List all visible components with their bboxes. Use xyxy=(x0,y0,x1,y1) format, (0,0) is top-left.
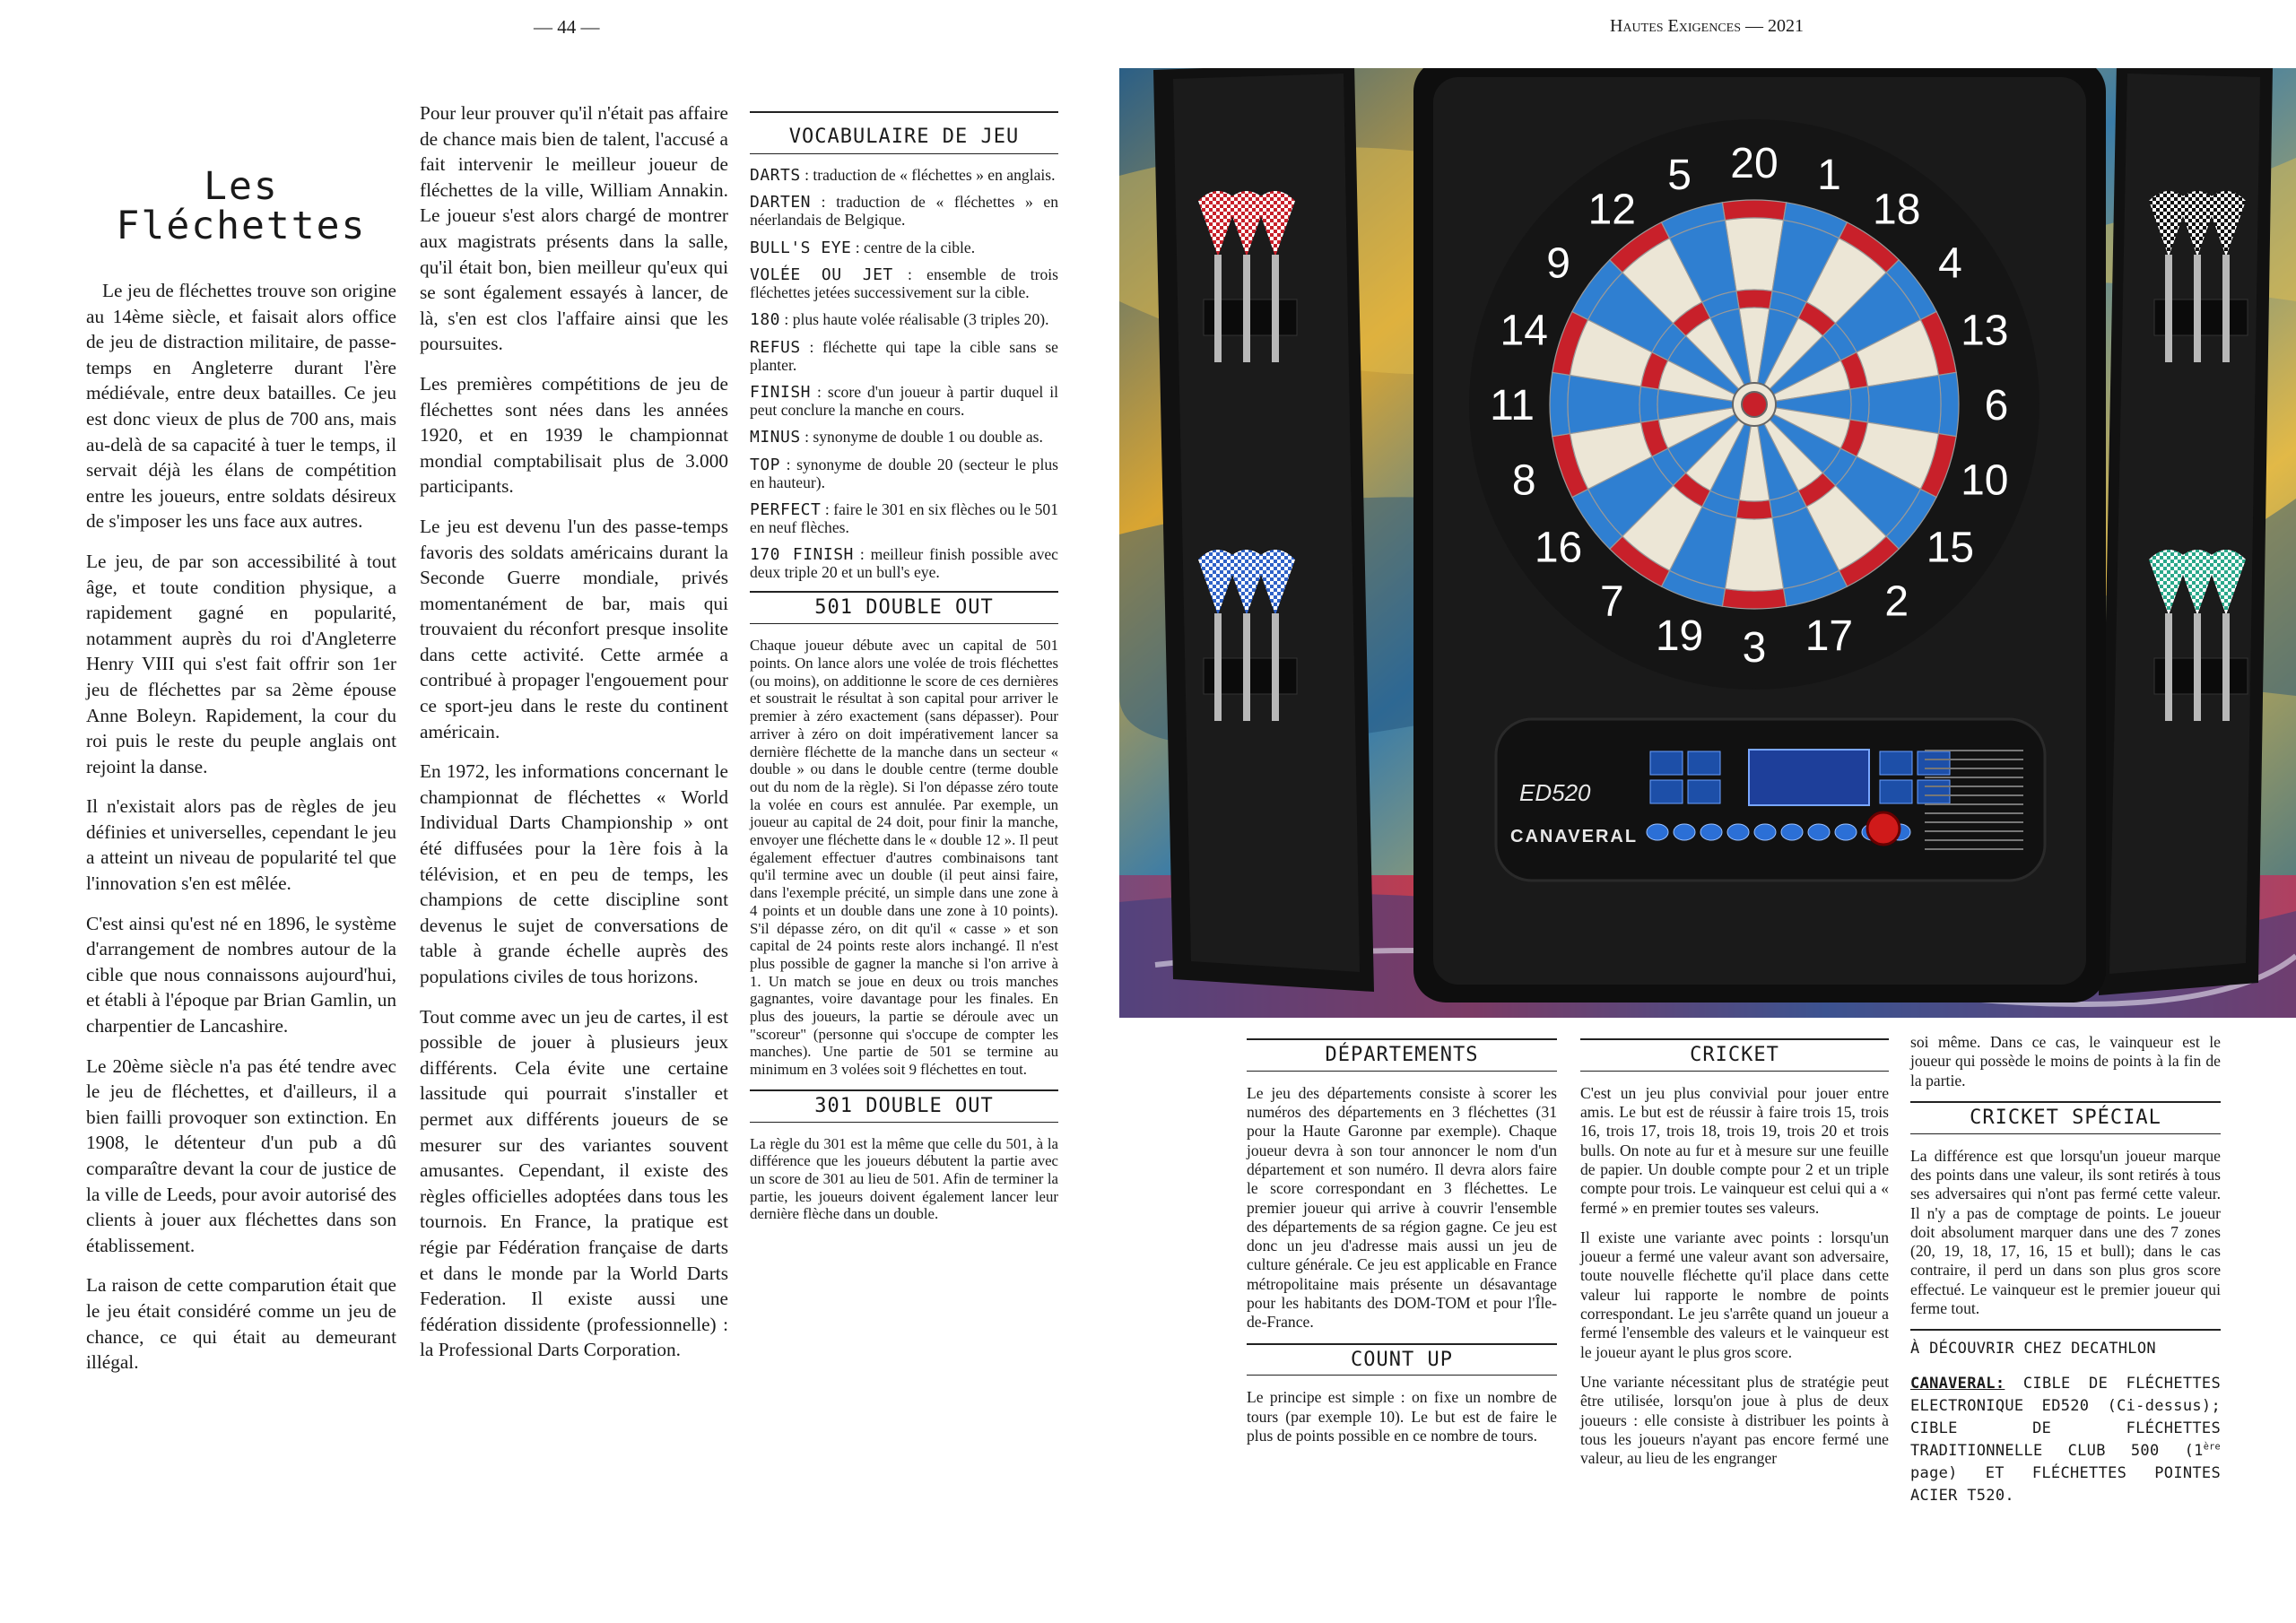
vocab-term: 180 xyxy=(750,310,781,330)
panel-button xyxy=(1754,824,1776,840)
score-display xyxy=(1918,780,1950,803)
decathlon-box xyxy=(1910,1329,2221,1507)
vocab-term: FINISH xyxy=(750,383,812,403)
panel-button xyxy=(1835,824,1857,840)
board-number: 19 xyxy=(1655,612,1704,660)
board-number: 10 xyxy=(1961,456,2009,505)
vocab-item xyxy=(750,266,1058,301)
col2-paragraph: Le jeu est devenu l'un des passe-temps favoris des soldats américains durant la Seconde Guerre mondiale, privés momentanément de bar, mais qui trouvaient du réconfort presque insolite dans cette activité. Cette armée a contribué à propager l'engouement pour ce sport-jeu dans le reste du continent américain. xyxy=(420,515,728,742)
power-button-image xyxy=(1867,812,1900,845)
departements-text: Le jeu des départements consiste à scorer les numéros des départements en 3 fléchettes (31 pour la Haute Garonne par exemple). Chaque joueur devra à son tour annoncer le nom d'un département et son numéro. Il devra alors faire le score correspondant en 3 fléchettes. Le premier joueur qui arrive à couvrir l'ensemble des départements de sa région gagne. Ce jeu est donc un jeu d'adresse mais aussi un jeu de culture générale. Ce jeu est applicable en France métropolitaine mais présente un désavantage pour les habitants des DOM-TOM et pour l'Île-de-France. xyxy=(1247,1083,1557,1332)
dart-barrel xyxy=(2222,613,2230,721)
board-number: 2 xyxy=(1884,577,1909,626)
cricket-special-heading: CRICKET SPÉCIAL xyxy=(1910,1101,2221,1134)
panel-button xyxy=(1727,824,1749,840)
board-number: 5 xyxy=(1667,152,1692,200)
score-display xyxy=(1880,751,1912,775)
brand-label: CANAVERAL xyxy=(1510,827,1639,846)
cricket-text-3: Une variante nécessitant plus de stratégie peut être utilisée, lorsqu'on joue à plus de deux joueurs : elle consiste à distribuer les points à tous les joueurs n'ayant pas encore fermé une valeur, au lieu de les engranger xyxy=(1580,1372,1889,1468)
vocab-item xyxy=(750,194,1058,229)
board-number: 4 xyxy=(1938,239,1962,288)
vocab-term: MINUS xyxy=(750,428,801,447)
dart-barrel xyxy=(1214,613,1222,721)
vocab-item xyxy=(750,167,1058,185)
dart-barrel xyxy=(1272,255,1279,362)
board-segment xyxy=(1550,372,1570,436)
score-display xyxy=(1650,780,1683,803)
game-list-line xyxy=(1925,848,2023,850)
game-list-line xyxy=(1925,777,2023,778)
dart-barrel xyxy=(1214,255,1222,362)
board-number: 7 xyxy=(1599,577,1624,626)
decathlon-sup: ère xyxy=(2203,1442,2221,1453)
game-list-line xyxy=(1925,839,2023,841)
col2-paragraph: En 1972, les informations concernant le championnat de fléchettes « World Individual Darts Championship » ont été diffusées pour la 1ère fois à la télévision, et en peu de temps, les champions de cette discipline sont devenus le sujet de conversations de table à grande échelle auprès des populations civiles de tous horizons. xyxy=(420,760,728,987)
dart-barrel xyxy=(2194,613,2201,721)
game-list-line xyxy=(1925,785,2023,787)
vocab-definition: : plus haute volée réalisable (3 triples 20). xyxy=(780,310,1049,329)
board-number: 6 xyxy=(1984,382,2009,430)
board-number: 1 xyxy=(1817,152,1841,200)
board-number: 11 xyxy=(1490,382,1535,430)
dart-barrel xyxy=(2165,613,2172,721)
score-display xyxy=(1918,751,1950,775)
game-list-line xyxy=(1925,759,2023,760)
game-list-line xyxy=(1925,830,2023,832)
game-list-line xyxy=(1925,821,2023,823)
dart-barrel xyxy=(1243,613,1250,721)
col1-paragraph: C'est ainsi qu'est né en 1896, le système d'arrangement de nombres autour de la cible que nous connaissons aujourd'hui, et établi à l'époque par Brian Gamlin, un charpentier de Lancashire. xyxy=(86,912,396,1037)
col2-paragraph: Pour leur prouver qu'il n'était pas affaire de chance mais bien de talent, l'accusé a fait intervenir le meilleur joueur de fléchettes de la ville, William Annakin. Le joueur s'est alors chargé de montrer aux magistrats présents dans la salle, qu'il était bon, bien meilleur qu'eux qui se sont également essayés à lancer, de là, s'en est clos l'affaire ainsi que les poursuites. xyxy=(420,102,728,355)
col1-paragraph: Le 20ème siècle n'a pas été tendre avec le jeu de fléchettes, et d'ailleurs, il a bien failli provoquer son extinction. En 1908, le détenteur d'un pub a dû comparaître devant la cour de justice de la ville de Leeds, pour avoir autorisé des clients à jouer aux fléchettes dans son établissement. xyxy=(86,1055,396,1256)
board-number: 13 xyxy=(1961,307,2009,355)
score-display xyxy=(1650,751,1683,775)
vocab-definition: : faire le 301 en six flèches ou le 501 en neuf flèches. xyxy=(750,500,1058,536)
col2-paragraph: Tout comme avec un jeu de cartes, il est possible de jouer à plusieurs jeux différents. Cela évite une certaine lassitude qui pourrait s'installer et permet aux différents joueurs de se mesurer sur des variantes souvent amusantes. Cependant, il existe des règles officielles adoptées dans tous les tournois. En France, la pratique est régie par Fédération française de darts et dans le monde par la World Darts Federation. Il existe aussi une fédération dissidente (professionnelle) : la Professional Darts Corporation. xyxy=(420,1005,728,1361)
dartboard-image xyxy=(1119,68,2296,1018)
sidebar-column-4 xyxy=(1247,1038,1557,1456)
vocab-item xyxy=(750,384,1058,419)
board-segment xyxy=(1736,500,1772,519)
lcd-display xyxy=(1749,750,1869,805)
article-column-1 xyxy=(86,133,396,1390)
board-number: 15 xyxy=(1926,524,1975,572)
vocab-term: VOLÉE OU JET xyxy=(750,265,893,285)
departements-heading: DÉPARTEMENTS xyxy=(1247,1038,1557,1072)
cricket-text-4: soi même. Dans ce cas, le vainqueur est le joueur qui possède le moins de points à la fin de la partie. xyxy=(1910,1033,2221,1089)
dartboard-photo xyxy=(1119,68,2296,1018)
col1-paragraph: Le jeu, de par son accessibilité à tout âge, et toute condition physique, a rapidement gagné en popularité, notamment auprès du roi d'Angleterre Henry VIII qui s'est fait offrir son 1er jeu de fléchettes par sa 2ème épouse Anne Boleyn. Rapidement, la cour du roi puis le reste du peuple anglais ont rejoint la danse. xyxy=(86,550,396,777)
board-segment xyxy=(1850,386,1869,422)
vocab-definition: : ensemble de trois fléchettes jetées successivement sur la cible. xyxy=(750,265,1058,301)
vocab-definition: : synonyme de double 20 (secteur le plus en hauteur). xyxy=(750,455,1058,491)
s301-text: La règle du 301 est la même que celle du 501, à la différence que les joueurs débutent la partie avec un score de 301 au lieu de 501. Afin de terminer la partie, les joueurs doivent également lancer leur dernière flèche dans un double. xyxy=(750,1134,1058,1223)
dart-barrel xyxy=(2222,255,2230,362)
vocab-term: TOP xyxy=(750,455,781,474)
panel-button xyxy=(1781,824,1803,840)
board-number: 18 xyxy=(1873,186,1921,234)
score-display xyxy=(1880,780,1912,803)
game-list-line xyxy=(1925,803,2023,805)
vocab-term: DARTEN xyxy=(750,193,812,213)
vocab-definition: : fléchette qui tape la cible sans se planter. xyxy=(750,337,1058,374)
board-segment xyxy=(1639,386,1658,422)
panel-button xyxy=(1808,824,1830,840)
countup-text: Le principe est simple : on fixe un nombre de tours (par exemple 10). Le but est de faire le plus de points possible en ce nombre de tours. xyxy=(1247,1388,1557,1445)
game-list-line xyxy=(1925,768,2023,769)
board-segment xyxy=(1736,290,1772,308)
board-number: 3 xyxy=(1742,624,1767,672)
vocab-item xyxy=(750,311,1058,329)
vocab-definition: : traduction de « fléchettes » en néerlandais de Belgique. xyxy=(750,193,1058,229)
vocab-definition: : centre de la cible. xyxy=(851,238,976,256)
dart-barrel xyxy=(1243,255,1250,362)
board-number: 17 xyxy=(1805,612,1854,660)
cricket-text-2: Il existe une variante avec points : lorsqu'un joueur a fermé une valeur avant son adversaire, toute nouvelle fléchette qu'il place dans cette valeur lui rapporte le nombre de points correspondant. Le jeu s'arrête quand un joueur a fermé l'ensemble des valeurs et le vainqueur est le joueur ayant le plus gros score. xyxy=(1580,1228,1889,1361)
board-segment xyxy=(1722,588,1786,609)
vocab-item xyxy=(750,501,1058,536)
vocab-term: BULL'S EYE xyxy=(750,238,852,257)
vocab-item xyxy=(750,429,1058,447)
score-display xyxy=(1688,751,1720,775)
cricket-special-text: La différence est que lorsqu'un joueur marque des points dans une valeur, ils sont retirés à tous ses adversaires qui n'ont pas fermé cette valeur. Il n'y a pas de comptage de points. Le joueur doit absolument marquer dans une des 7 zones (20, 19, 18, 17, 16, 15 et bull); dans le cas contraire, il perd un dans son plus gros score effectué. Le vainqueur est le premier joueur qui ferme tout. xyxy=(1910,1146,2221,1318)
magazine-header: Hautes Exigences — 2021 xyxy=(1610,16,1804,36)
game-list-line xyxy=(1925,812,2023,814)
vocab-item xyxy=(750,546,1058,581)
board-segment xyxy=(1938,372,1959,436)
vocab-definition: : meilleur finish possible avec deux triple 20 et un bull's eye. xyxy=(750,545,1058,581)
game-list-line xyxy=(1925,794,2023,796)
sidebar-column-6 xyxy=(1910,1033,2221,1507)
s501-heading: 501 DOUBLE OUT xyxy=(750,591,1058,624)
vocab-definition: : synonyme de double 1 ou double as. xyxy=(800,428,1043,447)
score-display xyxy=(1688,780,1720,803)
board-number: 14 xyxy=(1500,307,1548,355)
decathlon-text xyxy=(1910,1373,2221,1507)
vocab-term: PERFECT xyxy=(750,500,822,520)
dart-barrel xyxy=(2194,255,2201,362)
decathlon-heading: À DÉCOUVRIR CHEZ DECATHLON xyxy=(1910,1340,2156,1358)
panel-button xyxy=(1700,824,1722,840)
panel-button xyxy=(1647,824,1668,840)
board-segment xyxy=(1722,200,1786,221)
vocab-term: 170 FINISH xyxy=(750,545,854,565)
sidebar-column-5 xyxy=(1580,1038,1889,1479)
col1-paragraph: Le jeu de fléchettes trouve son origine au 14ème siècle, et faisait alors office de jeu de distraction militaire, de passe-temps en Angleterre durant l'ère médiévale, entre deux batailles. Ce jeu est donc vieux de plus de 700 ans, mais au-delà de sa capacité à tuer le temps, il servait déjà les élans de compétition entre les joueurs, entre soldats désireux de s'imposer les uns face aux autres. xyxy=(86,280,396,533)
board-number: 9 xyxy=(1546,239,1570,288)
vocab-term: REFUS xyxy=(750,337,801,357)
bullseye xyxy=(1742,392,1767,417)
dart-barrel xyxy=(2165,255,2172,362)
col1-paragraph: Il n'existait alors pas de règles de jeu définies et universelles, cependant le jeu a atteint un niveau de popularité tel que l'innovation s'en est mêlée. xyxy=(86,795,396,895)
vocab-definition: : traduction de « fléchettes » en anglais. xyxy=(800,165,1056,184)
vocab-item xyxy=(750,339,1058,374)
cricket-text-1: C'est un jeu plus convivial pour jouer entre amis. Le but est de réussir à faire trois 15, trois 16, trois 17, trois 18, trois 19, trois 20 et trois bulls. On note au fur et à mesure sur une feuille de papier. Un double compte pour 2 et un triple compte pour trois. Le vainqueur est celui qui a « fermé » en premier toutes ses valeurs. xyxy=(1580,1083,1889,1217)
board-number: 16 xyxy=(1534,524,1583,572)
board-number: 12 xyxy=(1587,186,1636,234)
vocab-list xyxy=(750,167,1058,582)
vocab-item xyxy=(750,239,1058,257)
vocab-definition: : score d'un joueur à partir duquel il peut conclure la manche en cours. xyxy=(750,383,1058,419)
col1-paragraphs xyxy=(86,278,396,1376)
panel-button xyxy=(1674,824,1695,840)
countup-heading: COUNT UP xyxy=(1247,1343,1557,1376)
cricket-heading: CRICKET xyxy=(1580,1038,1889,1072)
decathlon-text-a: CIBLE DE FLÉCHETTES ELECTRONIQUE ED520 (Ci-dessus); CIBLE DE FLÉCHETTES TRADITIONNELLE CLUB 500 (1 xyxy=(1910,1375,2221,1461)
col1-paragraph: La raison de cette comparution était que le jeu était considéré comme un jeu de chance, ce qui était au demeurant illégal. xyxy=(86,1274,396,1374)
vocab-item xyxy=(750,456,1058,491)
s501-text: Chaque joueur débute avec un capital de 501 points. On lance alors une volée de trois fléchettes (ou moins), on additionne le score de ces dernières et soustrait le résultat à son capital pour arriver le premier à zéro exactement (sans dépasser). Pour arriver à zéro on doit impérativement lancer sa dernière fléchette de la manche dans un secteur « double » ou dans le double centre (terme double out du nom de la règle). Si l'on dépasse zéro toute la volée en cours est annulée. Par exemple, un joueur au capital de 24 doit, pour finir la manche, envoyer une fléchette dans le « double 12 ». Il peut également effectuer d'autres combinaisons tant qu'il termine avec un double (il peut ainsi faire, dans l'exemple précité, un simple dans une zone à 4 points et un double dans une zone à 10 points). S'il dépasse zéro, on dit qu'il « casse » et son capital de 24 points reste alors inchangé. Il n'est plus possible de gagner la manche si l'on arrive à 1. Un match se joue en deux ou trois manches gagnantes, voire davantage pour les finales. En plus des joueurs, la partie se déroule avec un "scoreur" (personne qui s'occupe de compter les manches). Une partie de 501 se termine au minimum en 3 volées soit 9 fléchettes en tout. xyxy=(750,637,1058,1079)
col2-paragraph: Les premières compétitions de jeu de fléchettes sont nées dans les années 1920, et en 1939 le championnat mondial comptabilisait plus de 3.000 participants. xyxy=(420,372,728,498)
page-number: — 44 — xyxy=(534,16,600,38)
game-list-line xyxy=(1925,750,2023,751)
decathlon-text-b: page) ET FLÉCHETTES POINTES ACIER T520. xyxy=(1910,1464,2221,1506)
sidebar-column-3 xyxy=(750,111,1058,1234)
decathlon-brand: CANAVERAL: xyxy=(1910,1375,2005,1393)
article-title: Les Fléchettes xyxy=(116,164,367,248)
vocab-term: DARTS xyxy=(750,165,801,185)
dart-barrel xyxy=(1272,613,1279,721)
vocab-heading: VOCABULAIRE DE JEU xyxy=(750,111,1058,154)
board-number: 8 xyxy=(1511,456,1536,505)
model-label: ED520 xyxy=(1519,779,1591,806)
s301-heading: 301 DOUBLE OUT xyxy=(750,1089,1058,1123)
article-column-2 xyxy=(420,100,728,1377)
board-number: 20 xyxy=(1730,140,1779,187)
